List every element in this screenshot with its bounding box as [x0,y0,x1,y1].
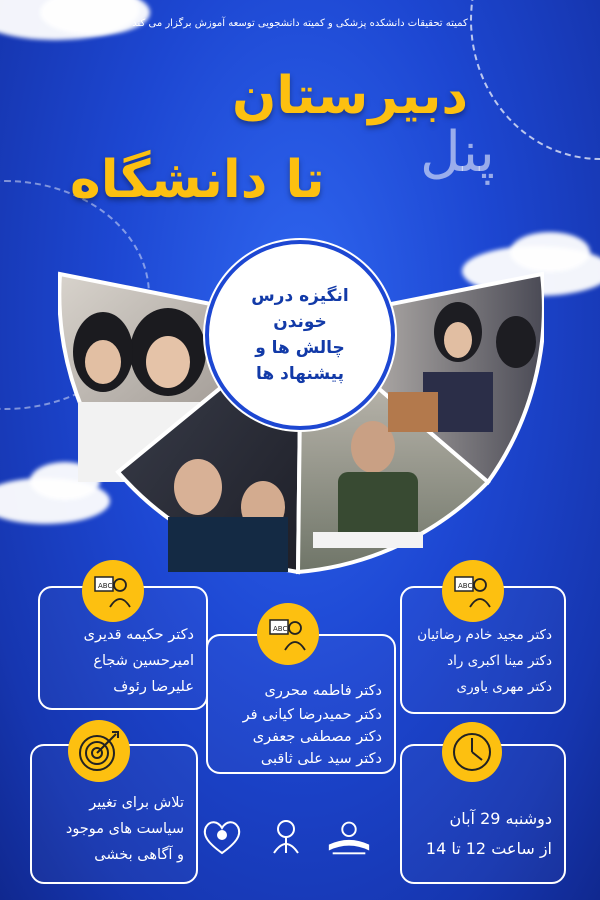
teacher-icon [257,603,319,665]
goal-line: سیاست های موجود [65,821,184,837]
speaker-name: دکتر سید علی ثاقبی [260,751,382,767]
svg-text:ABC: ABC [273,625,288,633]
speaker-name: دکتر مهری یاوری [456,679,552,695]
goal-line: و آگاهی بخشی [94,847,184,863]
teacher-icon [442,560,504,622]
title-panel-word: پنل [420,120,495,185]
speaker-name: دکتر حکیمه قدیری [83,627,194,643]
speaker-name: دکتر حمیدرضا کیانی فر [242,707,382,723]
speaker-name: امیرحسین شجاع [93,653,194,669]
speaker-name: دکتر فاطمه محرری [264,683,382,699]
title-line-1: دبیرستان [232,66,469,126]
organizer-line: کمیته تحقیقات دانشکده پزشکی و کمیته دانشجویی توسعه آموزش برگزار می کند [132,18,468,29]
university-emblem-logo [262,817,310,857]
teacher-icon [82,560,144,622]
sponsor-logos [198,812,373,862]
topic-line-1: انگیزه درس [251,286,349,306]
svg-text:ABC: ABC [98,582,113,590]
speaker-name: دکتر مجید خادم رضائیان [417,627,552,643]
svg-text:ABC: ABC [458,582,473,590]
topic-line-2: خوندن [273,312,327,332]
topic-line-4: پیشنهاد ها [256,364,344,384]
topics-circle [205,240,395,430]
clock-icon [442,722,502,782]
goal-line: تلاش برای تغییر [89,795,184,811]
topic-line-3: چالش ها و [255,338,345,358]
student-committee-logo [198,817,246,857]
target-icon [68,720,130,782]
event-date: دوشنبه 29 آبان [449,809,552,828]
title-line-2: تا دانشگاه [70,150,325,210]
speaker-name: علیرضا رئوف [113,679,194,695]
event-time: از ساعت 12 تا 14 [425,839,552,858]
research-committee-logo [325,817,373,857]
speaker-name: دکتر مینا اکبری راد [447,653,552,669]
speaker-name: دکتر مصطفی جعفری [252,729,382,745]
